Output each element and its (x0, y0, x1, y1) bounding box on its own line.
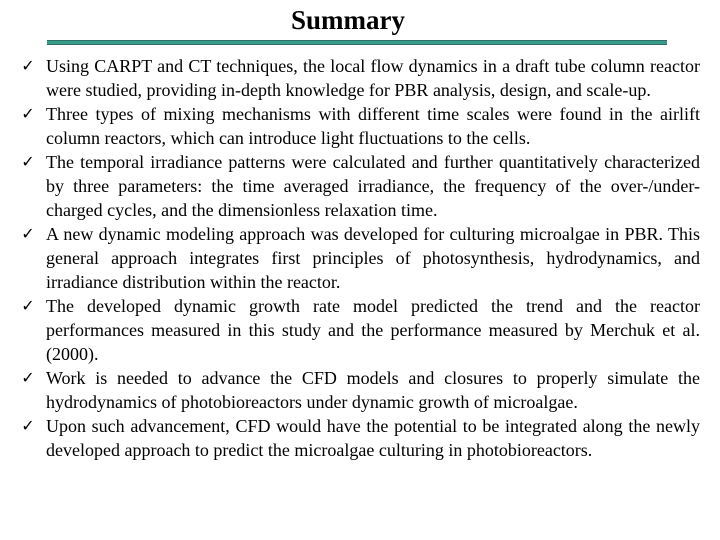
bullet-item (0, 366, 700, 414)
bullet-text: Upon such advancement, CFD would have the potential to be integrated along the newly developed approach to predict the microalgae culturing in photobioreactors. (46, 416, 700, 460)
bullet-text: A new dynamic modeling approach was developed for culturing microalgae in PBR. This general approach integrates first principles of photosynthesis, hydrodynamics, and irradiance distribution within the reactor. (46, 224, 700, 292)
bullet-item (0, 150, 700, 222)
slide-title: Summary (291, 5, 405, 35)
checkmark-icon: ✓ (21, 416, 35, 435)
checkmark-icon: ✓ (21, 56, 35, 75)
bullet-text: The temporal irradiance patterns were calculated and further quantitatively characterized by three parameters: the time averaged irradiance, the frequency of the over-/under- charged cycles, and the dimensionless relaxation time. (46, 152, 700, 220)
bullet-text: Using CARPT and CT techniques, the local flow dynamics in a draft tube column reactor were studied, providing in-depth knowledge for PBR analysis, design, and scale-up. (46, 56, 700, 100)
bullet-text: The developed dynamic growth rate model predicted the trend and the reactor performances measured in this study and the performance measured by Merchuk et al. (2000). (46, 296, 700, 364)
summary-bullet-list (0, 54, 700, 462)
checkmark-icon: ✓ (21, 368, 35, 387)
title-divider (47, 40, 667, 45)
checkmark-icon: ✓ (21, 296, 35, 315)
bullet-item (0, 54, 700, 102)
bullet-item (0, 414, 700, 462)
checkmark-icon: ✓ (21, 152, 35, 171)
bullet-item (0, 222, 700, 294)
bullet-item (0, 294, 700, 366)
checkmark-icon: ✓ (21, 224, 35, 243)
bullet-item (0, 102, 700, 150)
bullet-text: Three types of mixing mechanisms with different time scales were found in the airlift column reactors, which can introduce light fluctuations to the cells. (46, 104, 700, 148)
checkmark-icon: ✓ (21, 104, 35, 123)
bullet-text: Work is needed to advance the CFD models and closures to properly simulate the hydrodynamics of photobioreactors under dynamic growth of microalgae. (46, 368, 700, 412)
